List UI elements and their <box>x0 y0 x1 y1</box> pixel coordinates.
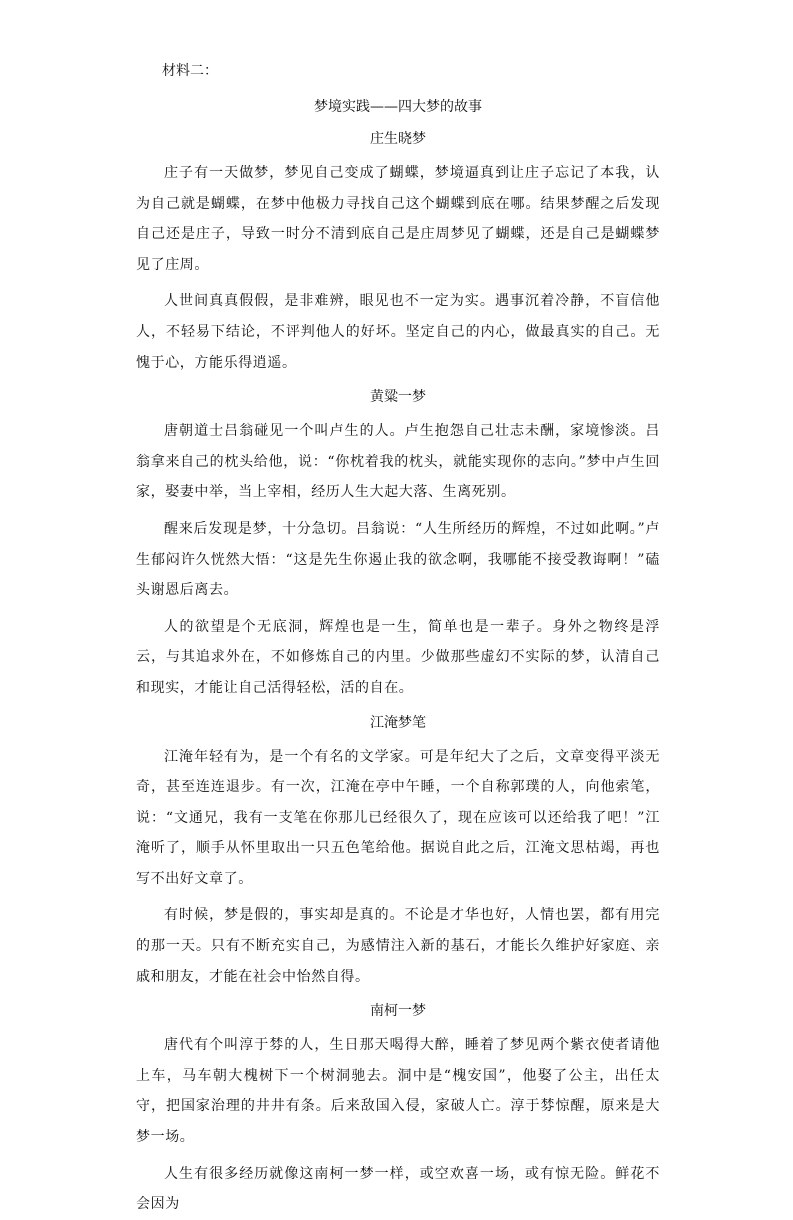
section-nanke <box>136 992 660 1220</box>
section-huangliang <box>136 378 660 703</box>
section-title: 庄生晓梦 <box>370 131 426 147</box>
section-jiangyan <box>136 704 660 993</box>
material-label: 材料二： <box>162 63 218 79</box>
section-title: 南柯一梦 <box>370 1003 426 1020</box>
paragraph: 唐代有个叫淳于棼的人，生日那天喝得大醉，睡着了梦见两个紫衣使者请他上车，马车朝大槐树下一个树洞驰去。洞中是“槐安国”，他娶了公主，出任太守，把国家治理的井井有条。后来敌国入侵，家破人亡。淳于棼惊醒，原来是大梦一场。 <box>136 1037 660 1146</box>
document-page <box>136 58 660 1220</box>
paragraph: 人世间真真假假，是非难辨，眼见也不一定为实。遇事沉着冷静，不盲信他人，不轻易下结论，不评判他人的好坏。坚定自己的内心，做最真实的自己。无愧于心，方能乐得逍遥。 <box>136 293 660 371</box>
paragraph: 人生有很多经历就像这南柯一梦一样，或空欢喜一场，或有惊无险。鲜花不会因为 <box>136 1165 660 1213</box>
paragraph: 人的欲望是个无底洞，辉煌也是一生，简单也是一辈子。身外之物终是浮云，与其追求外在，不如修炼自己的内里。少做那些虚幻不实际的梦，认清自己和现实，才能让自己活得轻松，活的自在。 <box>136 618 660 696</box>
section-title: 黄粱一梦 <box>370 389 426 406</box>
paragraph: 醒来后发现是梦，十分急切。吕翁说：“人生所经历的辉煌，不过如此啊。”卢生郁闷许久恍然大悟：“这是先生你遏止我的欲念啊，我哪能不接受教诲啊！”磕头谢恩后离去。 <box>136 520 660 599</box>
paragraph: 庄子有一天做梦，梦见自己变成了蝴蝶，梦境逼真到让庄子忘记了本我，认为自己就是蝴蝶，在梦中他极力寻找自己这个蝴蝶到底在哪。结果梦醒之后发现自己还是庄子，导致一时分不清到底自己是庄周梦见了蝴蝶，还是自己是蝴蝶梦见了庄周。 <box>136 165 660 273</box>
paragraph: 江淹年轻有为，是一个有名的文学家。可是年纪大了之后，文章变得平淡无奇，甚至连连退步。有一次，江淹在亭中午睡，一个自称郭璞的人，向他索笔，说：“文通兄，我有一支笔在你那儿已经很久了，现在应该可以还给我了吧！”江淹听了，顺手从怀里取出一只五色笔给他。据说自此之后，江淹文思枯竭，再也写不出好文章了。 <box>136 748 660 887</box>
paragraph: 有时候，梦是假的，事实却是真的。不论是才华也好，人情也罢，都有用完的那一天。只有不断充实自己，为感情注入新的基石，才能长久维护好家庭、亲戚和朋友，才能在社会中怡然自得。 <box>136 907 660 985</box>
paragraph: 唐朝道士吕翁碰见一个叫卢生的人。卢生抱怨自己壮志未酬，家境惨淡。吕翁拿来自己的枕头给他，说：“你枕着我的枕头，就能实现你的志向。”梦中卢生回家，娶妻中举，当上宰相，经历人生大起大落、生离死别。 <box>136 423 660 501</box>
section-zhuangsheng <box>136 120 660 378</box>
section-title: 江淹梦笔 <box>370 714 426 731</box>
main-title: 梦境实践——四大梦的故事 <box>314 99 482 115</box>
